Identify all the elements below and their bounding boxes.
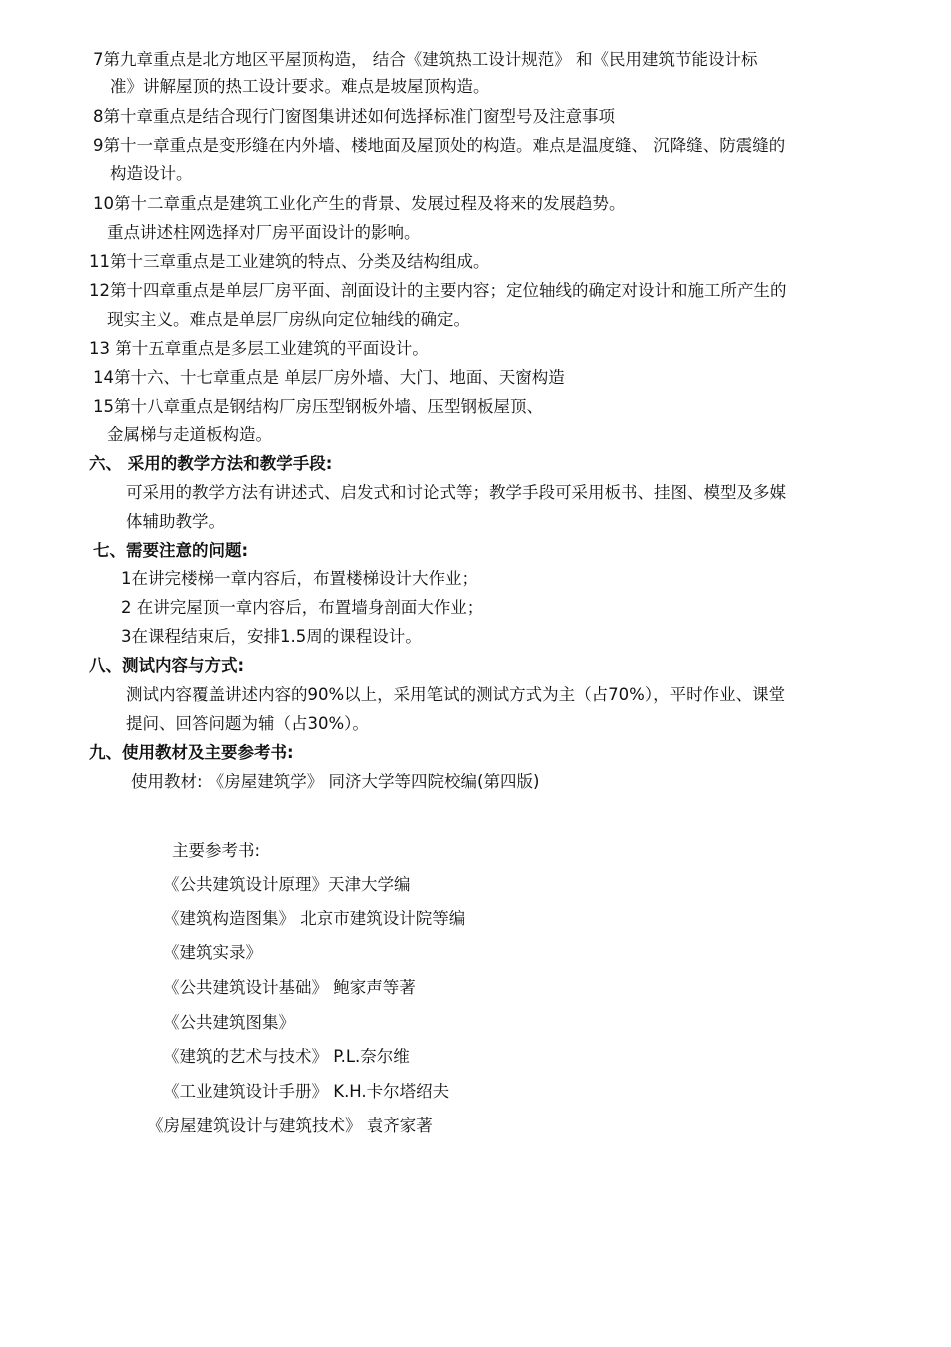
references-label: 主要参考书: — [172, 841, 261, 860]
reference-item: 《建筑实录》 — [163, 943, 262, 962]
key-point-15-line1: 15第十八章重点是钢结构厂房压型钢板外墙、压型钢板屋顶、 — [93, 397, 543, 416]
key-point-8: 8第十章重点是结合现行门窗图集讲述如何选择标准门窗型号及注意事项 — [93, 107, 615, 126]
key-point-11: 11第十三章重点是工业建筑的特点、分类及结构组成。 — [89, 252, 490, 271]
key-point-9-line1: 9第十一章重点是变形缝在内外墙、楼地面及屋顶处的构造。难点是温度缝、 沉降缝、防震缝的 — [93, 136, 786, 155]
section-9-heading: 九、使用教材及主要参考书: — [89, 743, 294, 762]
key-point-10-line2: 重点讲述柱网选择对厂房平面设计的影响。 — [107, 223, 421, 242]
reference-item: 《建筑构造图集》 北京市建筑设计院等编 — [163, 909, 466, 928]
key-point-12-line1: 12第十四章重点是单层厂房平面、剖面设计的主要内容；定位轴线的确定对设计和施工所产生的 — [89, 281, 787, 300]
reference-item: 《公共建筑设计基础》 鲍家声等著 — [163, 978, 416, 997]
section-7-item-2: 2 在讲完屋顶一章内容后，布置墙身剖面大作业； — [121, 598, 484, 617]
key-point-7-line1: 7第九章重点是北方地区平屋顶构造， 结合《建筑热工设计规范》 和《民用建筑节能设计标 — [93, 50, 758, 69]
section-7-heading: 七、需要注意的问题: — [93, 541, 249, 560]
reference-item: 《公共建筑设计原理》天津大学编 — [163, 875, 411, 894]
section-7-item-1: 1在讲完楼梯一章内容后，布置楼梯设计大作业； — [121, 569, 478, 588]
reference-item: 《房屋建筑设计与建筑技术》 袁齐家著 — [147, 1116, 433, 1135]
reference-item: 《建筑的艺术与技术》 P.L.奈尔维 — [163, 1047, 410, 1066]
key-point-12-line2: 现实主义。难点是单层厂房纵向定位轴线的确定。 — [107, 310, 470, 329]
section-8-body-line1: 测试内容覆盖讲述内容的90%以上，采用笔试的测试方式为主（占70%），平时作业、课堂 — [126, 685, 786, 704]
key-point-13: 13 第十五章重点是多层工业建筑的平面设计。 — [89, 339, 429, 358]
section-8-heading: 八、测试内容与方式: — [89, 656, 245, 675]
section-7-item-3: 3在课程结束后，安排1.5周的课程设计。 — [121, 627, 422, 646]
reference-item: 《公共建筑图集》 — [163, 1013, 295, 1032]
key-point-10-line1: 10第十二章重点是建筑工业化产生的背景、发展过程及将来的发展趋势。 — [93, 194, 626, 213]
section-6-body-line2: 体辅助教学。 — [126, 512, 225, 531]
key-point-15-line2: 金属梯与走道板构造。 — [107, 425, 272, 444]
section-6-heading: 六、 采用的教学方法和教学手段: — [89, 454, 333, 473]
reference-item: 《工业建筑设计手册》 K.H.卡尔塔绍夫 — [163, 1082, 450, 1101]
textbook-line: 使用教材: 《房屋建筑学》 同济大学等四院校编(第四版) — [131, 772, 540, 791]
section-8-body-line2: 提问、回答问题为辅（占30%）。 — [126, 714, 369, 733]
key-point-9-line2: 构造设计。 — [110, 164, 193, 183]
key-point-7-line2: 准》讲解屋顶的热工设计要求。难点是坡屋顶构造。 — [110, 77, 490, 96]
section-6-body-line1: 可采用的教学方法有讲述式、启发式和讨论式等；教学手段可采用板书、挂图、模型及多媒 — [126, 483, 786, 502]
key-point-14: 14第十六、十七章重点是 单层厂房外墙、大门、地面、天窗构造 — [93, 368, 565, 387]
